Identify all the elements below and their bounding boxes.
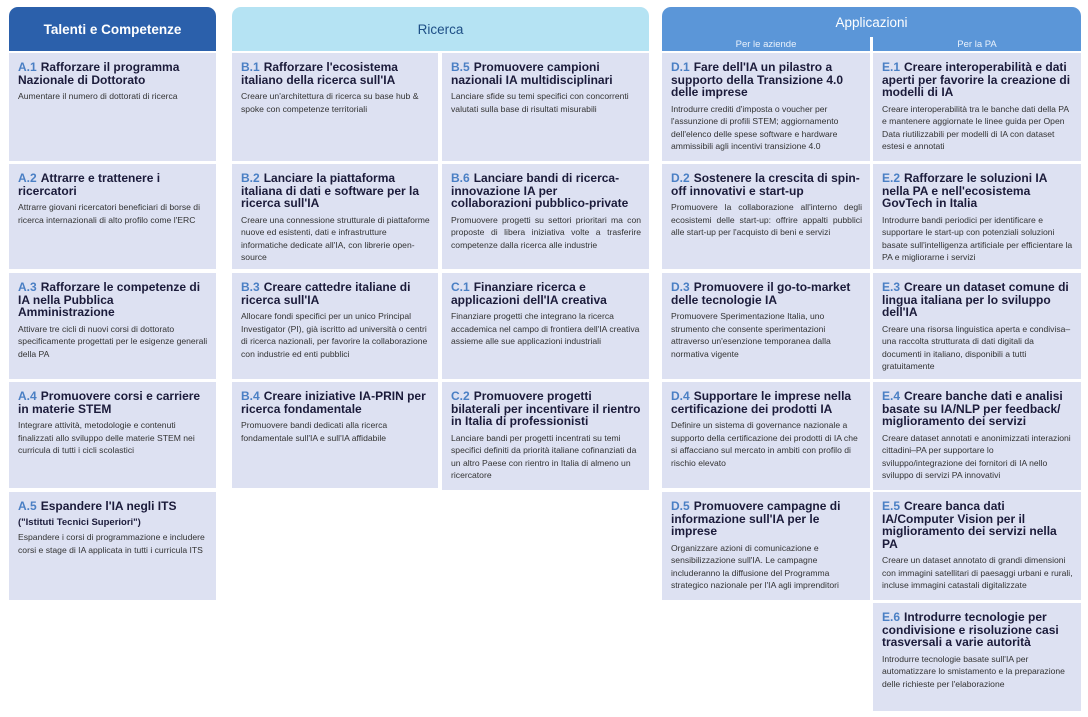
card-code: D.3 <box>671 280 690 294</box>
card-description: Creare una connessione strutturale di piattaforme nuove ed esistenti, dati e infrastrutture informatiche dedicate all'IA, con librerie open-source <box>241 214 430 262</box>
card-d1 <box>662 53 870 161</box>
card-code: E.4 <box>882 389 901 403</box>
card-title: Introdurre tecnologie per condivisione e risoluzione casi trasversali a varie autorità <box>882 610 1059 649</box>
card-code: E.5 <box>882 499 901 513</box>
subheader-per-le-aziende <box>662 37 870 51</box>
card-code: B.2 <box>241 171 260 185</box>
card-code: A.4 <box>18 389 37 403</box>
card-description: Creare un dataset annotato di grandi dimensioni con immagini satellitari di paesaggi urbani e rurali, incluse immagini catastali digitalizzate <box>882 555 1073 590</box>
card-code: B.5 <box>451 60 470 74</box>
card-title: Attrarre e trattenere i ricercatori <box>18 171 161 198</box>
card-a4 <box>9 382 216 488</box>
card-title: Rafforzare le competenze di IA nella Pubblica Amministrazione <box>18 280 201 319</box>
card-a3 <box>9 273 216 379</box>
card-title: Creare banche dati e analisi basate su IA/NLP per feedback/ miglioramento dei servizi <box>882 389 1063 428</box>
card-b6 <box>442 164 649 269</box>
header-ricerca-label: Ricerca <box>417 21 464 37</box>
card-c2 <box>442 382 649 490</box>
card-code: D.1 <box>671 60 690 74</box>
card-title: Creare iniziative IA-PRIN per ricerca fondamentale <box>241 389 426 416</box>
card-a1 <box>9 53 216 161</box>
card-a5 <box>9 492 216 600</box>
card-code: D.2 <box>671 171 690 185</box>
card-title: Rafforzare le soluzioni IA nella PA e nell'ecosistema GovTech in Italia <box>882 171 1047 210</box>
card-title: Supportare le imprese nella certificazione dei prodotti IA <box>671 389 852 416</box>
card-description: Introdurre tecnologie basate sull'IA per automatizzare lo smistamento e la preparazione delle richieste per l'elaborazione <box>882 653 1065 689</box>
card-title: Creare un dataset comune di lingua italiana per lo sviluppo dell'IA <box>882 280 1069 319</box>
card-d2 <box>662 164 870 269</box>
card-description: Integrare attività, metodologie e contenuti finalizzati allo sviluppo delle materie STEM nei curricula di tutti i cicli scolastici <box>18 420 195 455</box>
header-applicazioni-label: Applicazioni <box>835 14 908 30</box>
card-description: Creare dataset annotati e anonimizzati interazioni cittadini–PA per supportare lo sviluppo/integrazione dei fornitori di IA nello sviluppo di servizi PA innovativi <box>882 432 1071 480</box>
card-b1 <box>232 53 438 161</box>
card-b4 <box>232 382 438 488</box>
card-c1 <box>442 273 649 379</box>
card-description: Promuovere bandi dedicati alla ricerca fondamentale sull'IA e sull'IA affidabile <box>241 420 388 443</box>
card-code: E.6 <box>882 610 901 624</box>
card-description: Allocare fondi specifici per un unico Principal Investigator (PI), già iscritto ad università o centri di ricerca nazionali, per favorire la collaborazione con industrie ed enti pubblici <box>241 311 428 359</box>
card-title: Creare interoperabilità e dati aperti per favorire la creazione di modelli di IA <box>882 60 1071 99</box>
card-description: Organizzare azioni di comunicazione e sensibilizzazione sull'IA. Le campagne includeranno la diffusione del Programma strategico nazionale per l'IA agli imprenditori <box>671 542 839 590</box>
card-title: Rafforzare il programma Nazionale di Dottorato <box>18 60 180 87</box>
card-e5 <box>873 492 1081 600</box>
card-description: Lanciare bandi per progetti incentrati su temi specifici definiti da priorità italiane cofinanziati da un altro Paese con rientro in Italia di almeno un ricercatore <box>451 432 637 480</box>
card-title: Promuovere corsi e carriere in materie STEM <box>18 389 201 416</box>
card-code: C.1 <box>451 280 470 294</box>
card-description: Introdurre crediti d'imposta o voucher per l'assunzione di profili STEM; aggiornamento dell'elenco delle spese software e hardware ammissibili agli incentivi transizione 4.0 <box>671 103 839 151</box>
subheader-aziende-label: Per le aziende <box>735 38 797 50</box>
card-title: Promuovere campagne di informazione sull'IA per le imprese <box>671 499 841 538</box>
card-code: E.3 <box>882 280 901 294</box>
card-title: Espandere l'IA negli ITS <box>40 499 177 513</box>
card-a2 <box>9 164 216 269</box>
card-code: B.1 <box>241 60 260 74</box>
card-b5 <box>442 53 649 161</box>
card-description: Promuovere Sperimentazione Italia, uno strumento che consente sperimentazioni attraverso un'esenzione temporanea dalla normativa vigente <box>671 311 831 359</box>
card-d5 <box>662 492 870 600</box>
card-b2 <box>232 164 438 269</box>
card-title: Finanziare ricerca e applicazioni dell'IA creativa <box>451 280 607 307</box>
card-code: B.6 <box>451 171 470 185</box>
card-code: E.2 <box>882 171 901 185</box>
card-e4 <box>873 382 1081 490</box>
card-b3 <box>232 273 438 379</box>
card-title: Rafforzare l'ecosistema italiano della ricerca sull'IA <box>241 60 398 87</box>
card-description: Attrarre giovani ricercatori beneficiari di borse di ricerca internazionali di alto profilo come l'ERC <box>18 202 200 225</box>
card-description: Aumentare il numero di dottorati di ricerca <box>18 91 178 101</box>
card-description: Creare una risorsa linguistica aperta e condivisa–una raccolta strutturata di dati digitali da documenti in italiano, disponibili a tutti gratuitamente <box>882 323 1071 371</box>
card-e1 <box>873 53 1081 161</box>
card-code: A.1 <box>18 60 37 74</box>
card-e6 <box>873 603 1081 711</box>
card-description: Creare interoperabilità tra le banche dati della PA e mantenere aggiornate le linee guida per Open Data riutilizzabili per modelli di IA con dataset estesi e annotati <box>882 103 1069 151</box>
card-title: Lanciare bandi di ricerca-innovazione IA per collaborazioni pubblico-private <box>451 171 629 210</box>
card-code: A.5 <box>18 499 37 513</box>
card-description: Introdurre bandi periodici per identificare e supportare le start-up con potenziali soluzioni basate sull'intelligenza artificiale per efficientare la PA e migliorarne i servizi <box>882 214 1073 262</box>
card-code: A.2 <box>18 171 37 185</box>
card-code: D.5 <box>671 499 690 513</box>
card-description: Finanziare progetti che integrano la ricerca accademica nel campo di frontiera dell'IA creativa assieme alle sue applicazioni industriali <box>451 311 640 346</box>
header-applicazioni <box>662 7 1081 37</box>
card-title: Lanciare la piattaforma italiana di dati e software per la ricerca sull'IA <box>241 171 420 210</box>
card-title: Creare cattedre italiane di ricerca sull'IA <box>241 280 411 307</box>
card-description: Espandere i corsi di programmazione e includere corsi e stage di IA applicata in tutti i curricula ITS <box>18 532 205 555</box>
card-description: Promuovere progetti su settori prioritari ma con proposte di libera iniziativa volte a trasferire competenze dalla ricerca alle industrie <box>451 214 641 250</box>
card-code: D.4 <box>671 389 690 403</box>
header-ricerca <box>232 7 649 51</box>
card-title: Sostenere la crescita di spin-off innovativi e start-up <box>671 171 860 198</box>
card-code: B.4 <box>241 389 260 403</box>
subheader-per-la-pa <box>873 37 1081 51</box>
card-code: E.1 <box>882 60 901 74</box>
card-subtitle: ("Istituti Tecnici Superiori") <box>18 516 141 528</box>
card-d3 <box>662 273 870 379</box>
card-code: C.2 <box>451 389 470 403</box>
card-code: B.3 <box>241 280 260 294</box>
card-title: Promuovere progetti bilaterali per incentivare il rientro in Italia di professionisti <box>451 389 641 428</box>
subheader-pa-label: Per la PA <box>957 38 997 50</box>
card-description: Attivare tre cicli di nuovi corsi di dottorato specificamente progettati per le esigenze generali della PA <box>18 323 208 359</box>
card-title: Creare banca dati IA/Computer Vision per il miglioramento dei servizi nella PA <box>882 499 1057 551</box>
header-talenti <box>9 7 216 51</box>
card-title: Fare dell'IA un pilastro a supporto della Transizione 4.0 delle imprese <box>671 60 844 99</box>
card-code: A.3 <box>18 280 37 294</box>
card-title: Promuovere campioni nazionali IA multidisciplinari <box>451 60 613 87</box>
card-title: Promuovere il go-to-market delle tecnologie IA <box>671 280 851 307</box>
card-description: Creare un'architettura di ricerca su base hub & spoke con competenze territoriali <box>241 91 419 114</box>
card-e2 <box>873 164 1081 269</box>
card-e3 <box>873 273 1081 379</box>
card-description: Lanciare sfide su temi specifici con concorrenti valutati sulla base di risultati misurabili <box>451 91 629 114</box>
card-description: Promuovere la collaborazione all'interno degli ecosistemi delle start-up: offrire appalti pubblici alle start-up per l'acquisto di beni e servizi <box>671 202 862 237</box>
card-d4 <box>662 382 870 488</box>
header-talenti-label: Talenti e Competenze <box>43 21 182 37</box>
card-description: Definire un sistema di governance nazionale a supporto della certificazione dei prodotti di IA che si affacciano sul mercato in ambiti con profilo di rischio elevato <box>671 420 858 468</box>
